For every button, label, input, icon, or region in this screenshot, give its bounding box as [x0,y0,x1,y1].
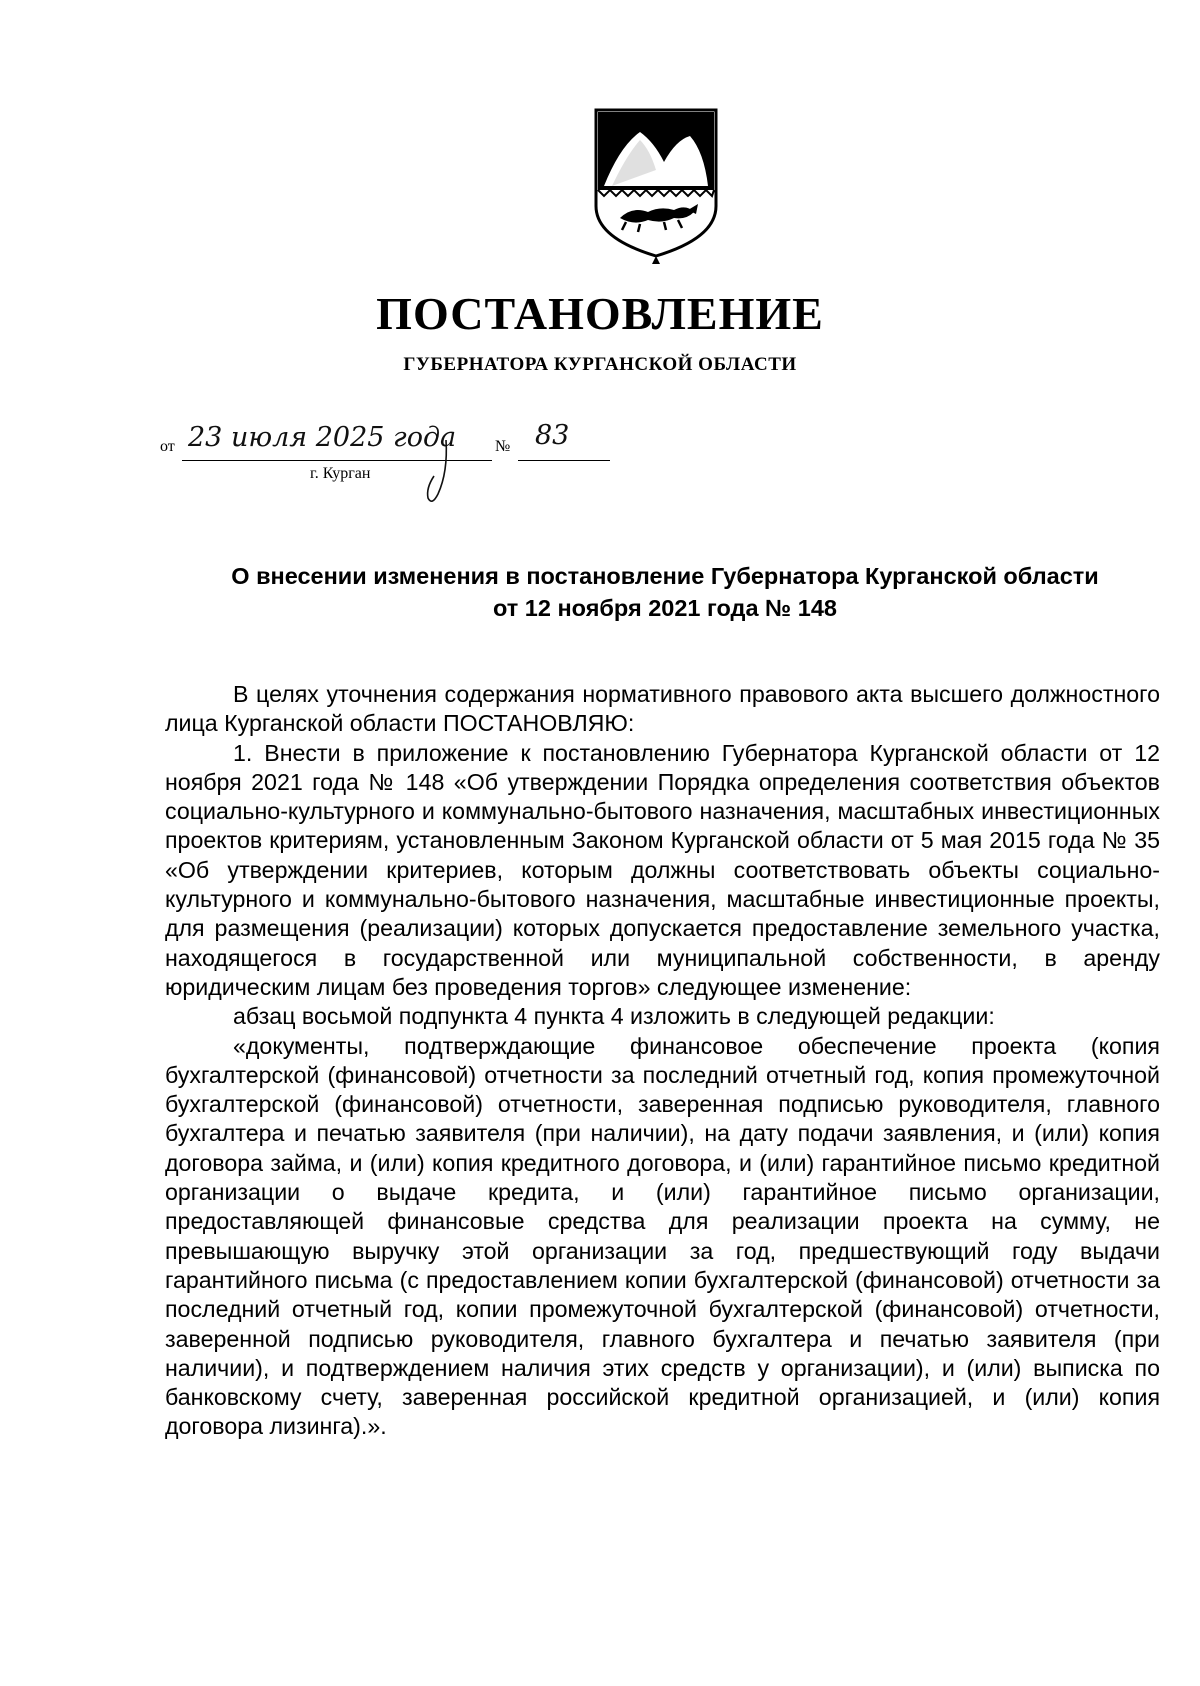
body-paragraph: 1. Внести в приложение к постановлению Губернатора Курганской области от 12 ноября 2021 года № 148 «Об утверждении Порядка определения соответствия объектов социально-культурного и коммунально-бытового назначения, масштабных инвестиционных проектов критериям, установленным Законом Курганской области от 5 мая 2015 года № 35 «Об утверждении критериев, которым должны соответствовать объекты социально-культурного и коммунально-бытового назначения, масштабные инвестиционные проекты, для размещения (реализации) которых допускается предоставление земельного участка, находящегося в государственной или муниципальной собственности, в аренду юридическим лицам без проведения торгов» следующее изменение: [165,739,1160,1000]
body-paragraph: В целях уточнения содержания нормативного правового акта высшего должностного лица Курганской области ПОСТАНОВЛЯЮ: [165,681,1160,737]
body-paragraph: абзац восьмой подпункта 4 пункта 4 изложить в следующей редакции: [233,1003,995,1030]
handwriting-stroke-icon [418,432,458,512]
handwritten-date: 23 июля 2025 года [188,422,457,453]
number-underline [518,460,610,461]
registration-block [160,420,680,510]
document-title-line-1: О внесении изменения в постановление Губернатора Курганской области [231,563,1099,589]
document-title-line-2: от 12 ноября 2021 года № 148 [492,595,837,621]
document-body [165,680,1160,1442]
date-prefix-label: от [160,438,175,455]
handwritten-number: 83 [535,420,570,451]
number-label: № [495,438,511,455]
document-type-heading: ПОСТАНОВЛЕНИЕ [376,288,824,339]
body-paragraph: «документы, подтверждающие финансовое обеспечение проекта (копия бухгалтерской (финансовой) отчетности за последний отчетный год, копия промежуточной бухгалтерской (финансовой) отчетности, заверенная подписью руководителя, главного бухгалтера и печатью заявителя (при наличии), на дату подачи заявления, и (или) копия договора займа, и (или) копия кредитного договора, и (или) гарантийное письмо кредитной организации о выдаче кредита, и (или) гарантийное письмо организации, предоставляющей финансовые средства для реализации проекта на сумму, не превышающую выручку этой организации за год, предшествующий году выдачи гарантийного письма (с предоставлением копии бухгалтерской (финансовой) отчетности за последний отчетный год, копии промежуточной бухгалтерской (финансовой) отчетности, заверенной подписью руководителя, главного бухгалтера и печатью заявителя (при наличии), и подтверждением наличия этих средств у организации), и (или) выписка по банковскому счету, заверенная российской кредитной организацией, и (или) копия договора лизинга).». [165,1032,1160,1440]
city-label: г. Курган [310,465,371,482]
issuer-heading: ГУБЕРНАТОРА КУРГАНСКОЙ ОБЛАСТИ [403,354,797,375]
document-title [170,560,1160,624]
coat-of-arms-icon [592,106,720,266]
